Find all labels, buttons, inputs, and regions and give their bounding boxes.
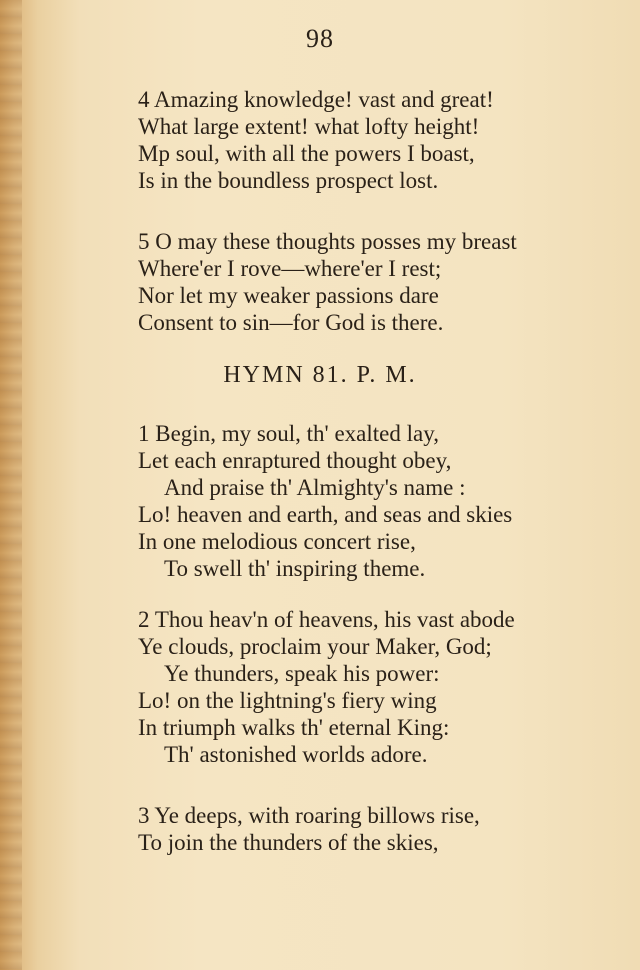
verse-line: And praise th' Almighty's name :	[164, 475, 466, 500]
verse-line: Mp soul, with all the powers I boast,	[138, 141, 475, 166]
verse-line: Let each enraptured thought obey,	[138, 448, 452, 473]
verse-line: To swell th' inspiring theme.	[164, 556, 426, 581]
verse-line: Where'er I rove—where'er I rest;	[138, 256, 442, 281]
verse-line: Ye clouds, proclaim your Maker, God;	[138, 634, 492, 659]
verse-line: In one melodious concert rise,	[138, 529, 416, 554]
hymn-81-stanza-1	[138, 420, 638, 582]
verse-line: 3 Ye deeps, with roaring billows rise,	[138, 803, 480, 828]
verse-line: Is in the boundless prospect lost.	[138, 168, 439, 193]
stanza-5	[138, 228, 638, 336]
verse-line: 5 O may these thoughts posses my breast	[138, 229, 517, 254]
verse-line: Th' astonished worlds adore.	[164, 742, 428, 767]
page-spine-edge	[0, 0, 22, 970]
hymn-title: HYMN 81. P. M.	[223, 362, 417, 388]
hymn-81-stanza-2	[138, 606, 638, 768]
verse-line: 1 Begin, my soul, th' exalted lay,	[138, 421, 439, 446]
hymn-81-stanza-3	[138, 802, 638, 856]
verse-line: Lo! heaven and earth, and seas and skies	[138, 502, 513, 527]
verse-line: What large extent! what lofty height!	[138, 114, 480, 139]
verse-line: To join the thunders of the skies,	[138, 830, 439, 855]
verse-line: Consent to sin—for God is there.	[138, 310, 444, 335]
verse-line: Ye thunders, speak his power:	[164, 661, 440, 686]
verse-line: Lo! on the lightning's fiery wing	[138, 688, 437, 713]
verse-line: In triumph walks th' eternal King:	[138, 715, 450, 740]
page-number: 98	[306, 24, 334, 53]
verse-line: 2 Thou heav'n of heavens, his vast abode	[138, 607, 515, 632]
verse-line: Nor let my weaker passions dare	[138, 283, 439, 308]
verse-line: 4 Amazing knowledge! vast and great!	[138, 87, 494, 112]
stanza-4	[138, 86, 638, 194]
